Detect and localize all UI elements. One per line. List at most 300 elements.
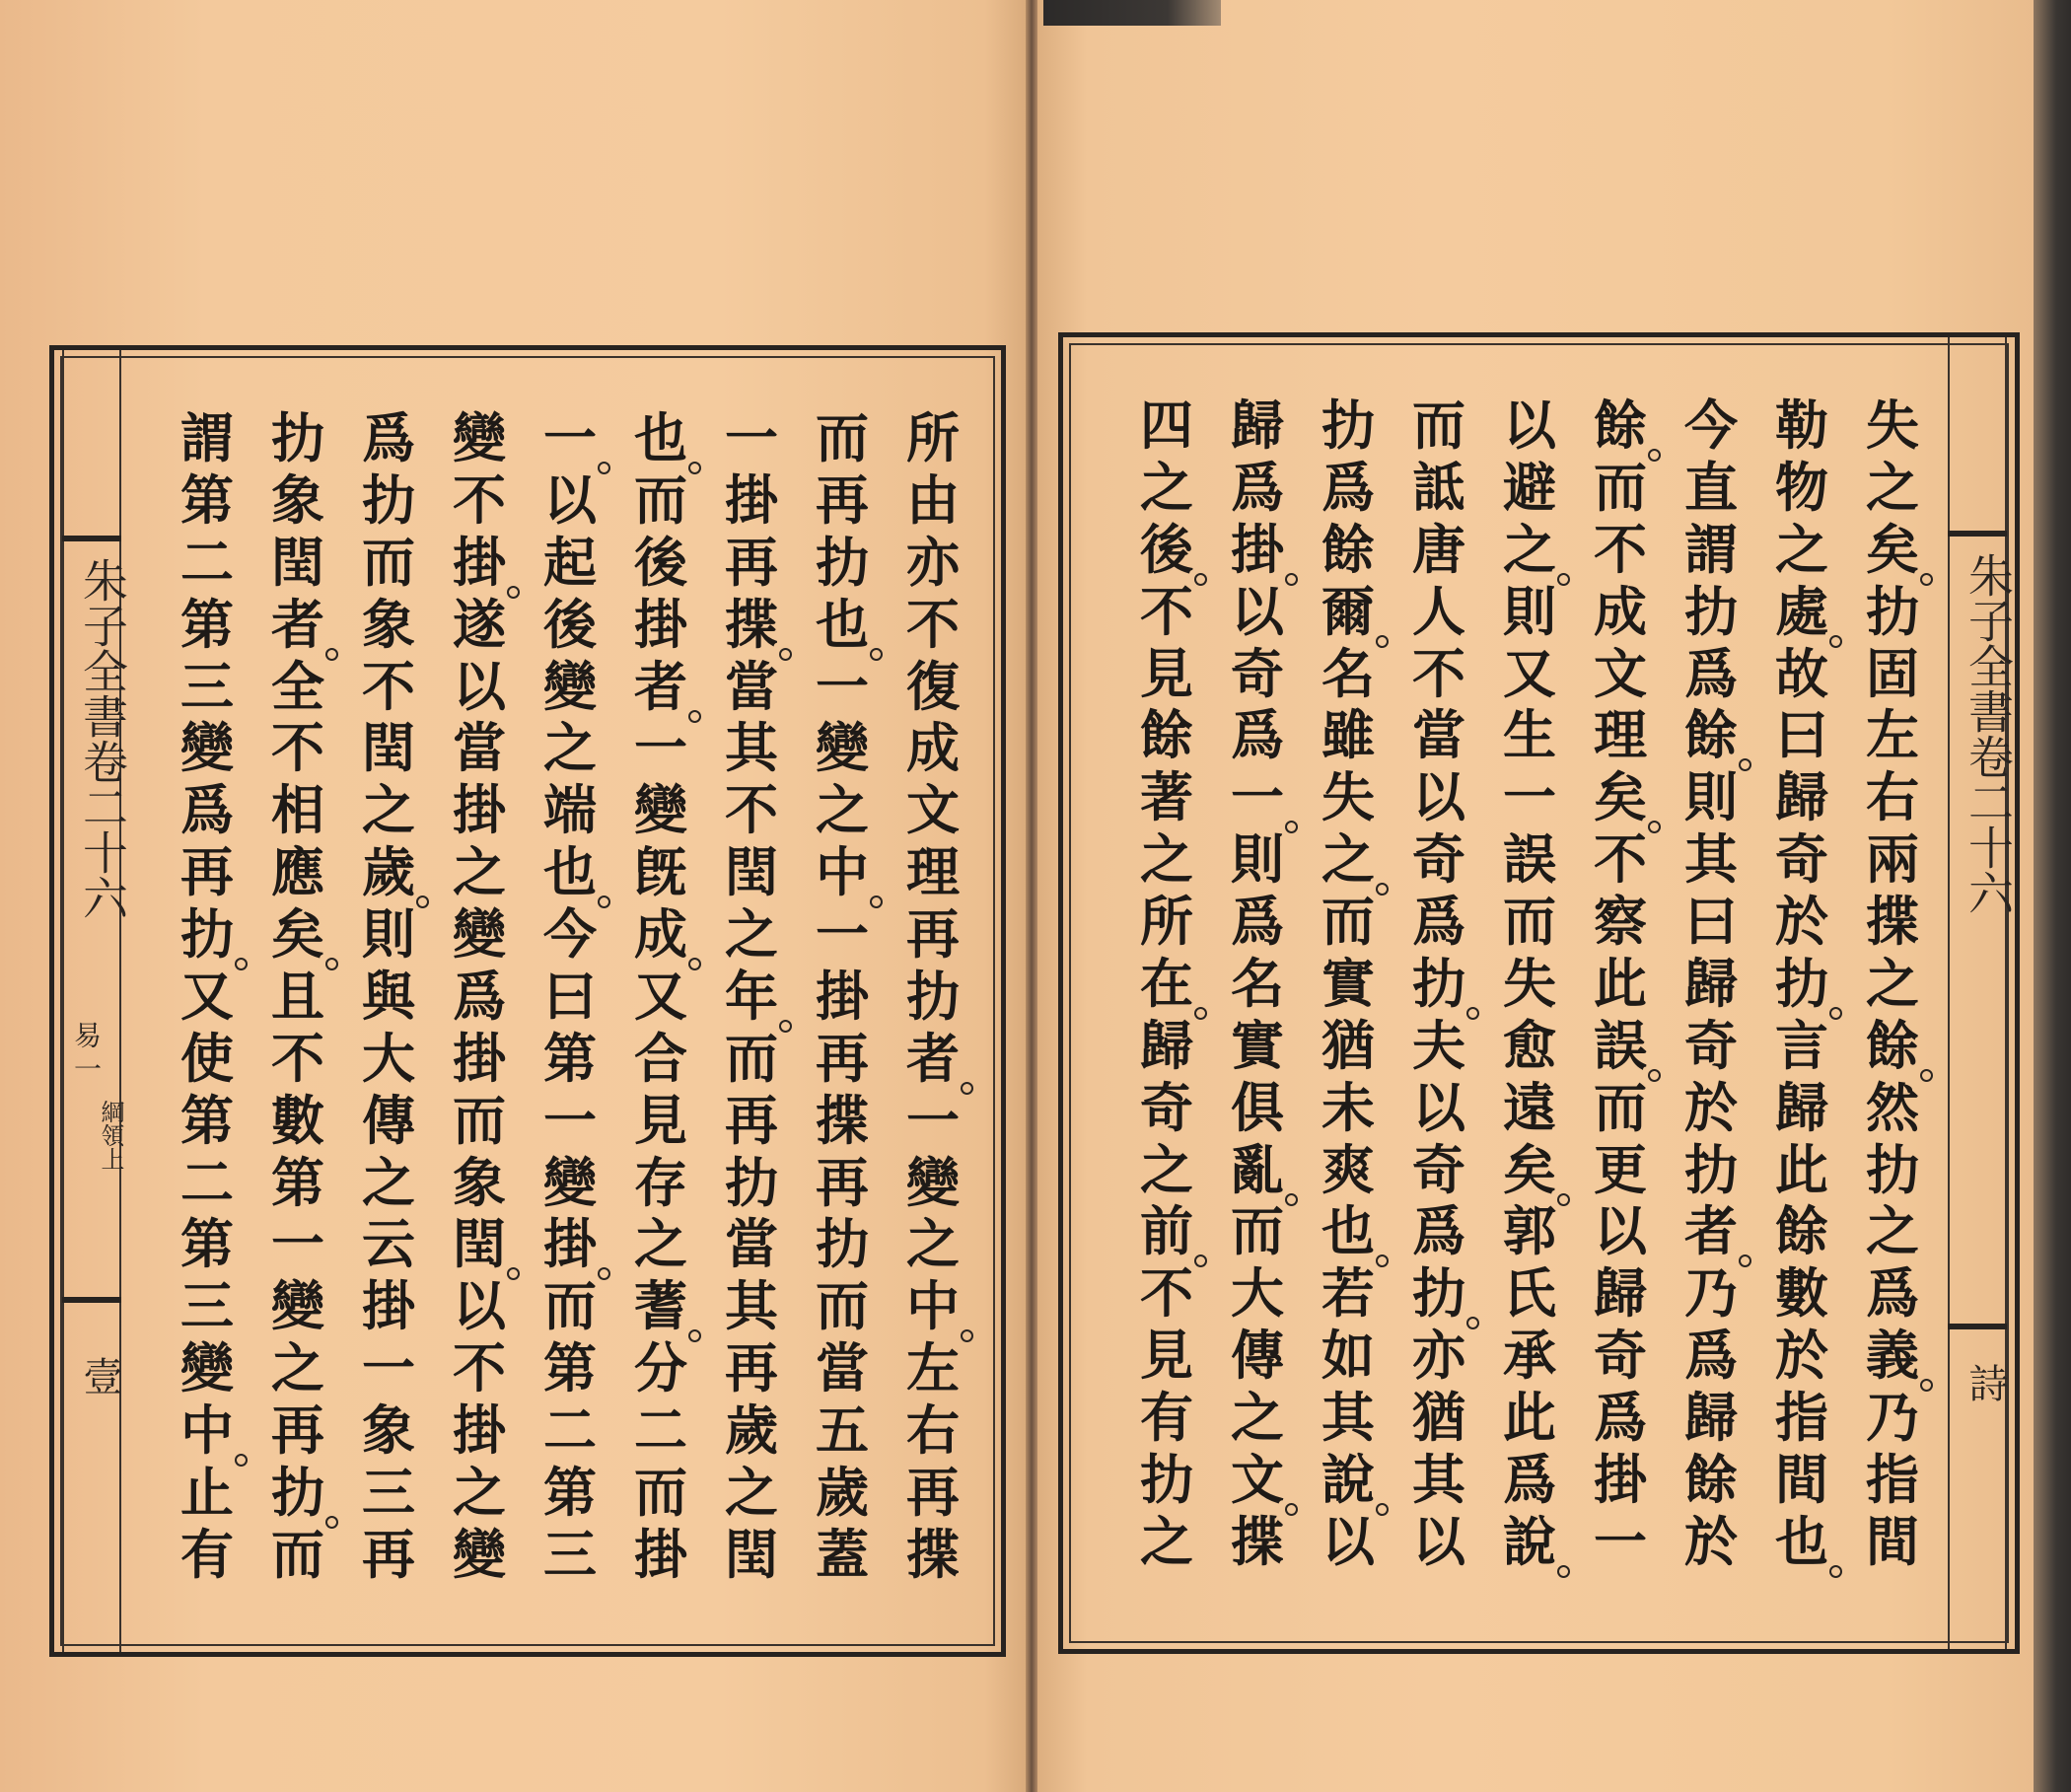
punctuation-circle xyxy=(688,462,701,474)
text-glyph: 又 xyxy=(180,964,234,1028)
text-glyph: 之 xyxy=(362,778,415,842)
text-glyph: 勒 xyxy=(1775,394,1828,457)
text-glyph: 俱 xyxy=(1231,1075,1284,1139)
text-glyph: 誤 xyxy=(1594,1019,1647,1076)
text-glyph: 扐 xyxy=(1412,1266,1465,1324)
text-glyph: 一 xyxy=(1503,765,1556,829)
text-glyph: 不 xyxy=(1140,1261,1193,1326)
left-margin-title: 朱子全書卷二十六 xyxy=(76,557,129,920)
text-glyph: 以 xyxy=(1503,394,1556,457)
left-margin-section: 易一 xyxy=(70,1021,103,1088)
fishtail-lower xyxy=(1948,1324,2007,1329)
text-glyph: 之 xyxy=(1775,517,1828,581)
text-glyph: 第 xyxy=(543,1336,597,1400)
text-glyph: 四 xyxy=(1140,394,1193,457)
text-glyph: 再 xyxy=(725,1336,778,1400)
text-glyph: 扐 xyxy=(1775,957,1828,1014)
punctuation-circle xyxy=(1829,1565,1842,1578)
text-glyph: 生 xyxy=(1503,703,1556,767)
text-glyph: 掛 xyxy=(634,592,687,656)
text-glyph: 中 xyxy=(180,1403,234,1461)
text-glyph: 後 xyxy=(634,530,687,594)
text-glyph: 二 xyxy=(543,1398,597,1462)
text-glyph: 乃 xyxy=(1866,1386,1919,1449)
book-gutter xyxy=(1026,0,1037,1792)
text-glyph: 說 xyxy=(1503,1515,1556,1572)
text-glyph: 又 xyxy=(1503,641,1556,705)
text-glyph: 則 xyxy=(1231,827,1284,892)
punctuation-circle xyxy=(688,958,701,970)
text-glyph: 歸 xyxy=(1231,394,1284,457)
text-glyph: 爲 xyxy=(1231,455,1284,519)
text-column xyxy=(1862,394,1923,1573)
text-column xyxy=(267,406,328,1586)
text-glyph: 於 xyxy=(1775,1324,1828,1388)
text-glyph: 一 xyxy=(1594,1509,1647,1573)
text-glyph: 奇 xyxy=(1412,1137,1465,1201)
text-glyph: 爲 xyxy=(1231,890,1284,953)
text-column xyxy=(1499,394,1560,1573)
punctuation-circle xyxy=(325,1516,338,1529)
text-glyph: 當 xyxy=(1412,703,1465,767)
text-column xyxy=(812,406,873,1586)
text-glyph: 之 xyxy=(1140,455,1193,519)
text-glyph: 乃 xyxy=(1684,1261,1738,1326)
text-glyph: 一 xyxy=(1231,770,1284,827)
text-glyph: 再 xyxy=(725,530,778,594)
text-glyph: 猶 xyxy=(1412,1386,1465,1449)
text-glyph: 奇 xyxy=(1775,827,1828,892)
text-glyph: 止 xyxy=(180,1460,234,1524)
text-glyph: 固 xyxy=(1866,641,1919,705)
text-glyph: 復 xyxy=(906,654,960,718)
left-text-frame xyxy=(49,345,1006,1657)
text-glyph: 之 xyxy=(1503,523,1556,580)
text-glyph: 當 xyxy=(725,654,778,718)
text-glyph: 理 xyxy=(1594,703,1647,767)
text-glyph: 見 xyxy=(1140,641,1193,705)
text-glyph: 也 xyxy=(543,845,597,902)
text-glyph: 又 xyxy=(634,964,687,1028)
text-glyph: 變 xyxy=(453,902,506,966)
text-glyph: 掛 xyxy=(634,1522,687,1586)
text-glyph: 再 xyxy=(271,1398,324,1462)
text-glyph: 見 xyxy=(634,1088,687,1152)
punctuation-circle xyxy=(1648,1069,1661,1082)
text-glyph: 後 xyxy=(543,592,597,656)
text-glyph: 之 xyxy=(816,778,869,842)
text-glyph: 今 xyxy=(1684,394,1738,457)
text-glyph: 之 xyxy=(725,902,778,966)
text-glyph: 閏 xyxy=(453,1217,506,1274)
text-glyph: 成 xyxy=(906,716,960,780)
text-glyph: 之 xyxy=(1866,951,1919,1015)
text-glyph: 間 xyxy=(1775,1447,1828,1511)
text-glyph: 第 xyxy=(543,1026,597,1090)
text-glyph: 餘 xyxy=(1321,517,1375,581)
text-glyph: 象 xyxy=(271,467,324,532)
text-glyph: 當 xyxy=(725,1212,778,1276)
text-glyph: 不 xyxy=(1140,579,1193,643)
text-glyph: 曰 xyxy=(1684,890,1738,953)
punctuation-circle xyxy=(1376,635,1389,648)
text-glyph: 人 xyxy=(1412,579,1465,643)
text-glyph: 歲 xyxy=(816,1460,869,1524)
text-glyph: 變 xyxy=(453,1522,506,1586)
punctuation-circle xyxy=(325,648,338,661)
text-glyph: 也 xyxy=(634,411,687,468)
text-glyph: 三 xyxy=(180,1274,234,1338)
text-glyph: 第 xyxy=(543,1460,597,1524)
text-glyph: 者 xyxy=(634,660,687,717)
text-glyph: 於 xyxy=(1775,890,1828,953)
text-glyph: 二 xyxy=(634,1398,687,1462)
punctuation-circle xyxy=(1285,1193,1298,1206)
text-glyph: 之 xyxy=(634,1212,687,1276)
punctuation-circle xyxy=(961,1082,973,1095)
text-glyph: 兩 xyxy=(1866,827,1919,892)
punctuation-circle xyxy=(1557,573,1570,586)
text-glyph: 數 xyxy=(271,1088,324,1152)
punctuation-circle xyxy=(779,648,792,661)
text-glyph: 其 xyxy=(725,1274,778,1338)
text-glyph: 歸 xyxy=(1684,1386,1738,1449)
text-glyph: 成 xyxy=(634,907,687,965)
text-glyph: 間 xyxy=(1866,1509,1919,1573)
text-glyph: 旣 xyxy=(634,840,687,904)
text-glyph: 矣 xyxy=(1594,770,1647,827)
text-glyph: 左 xyxy=(906,1336,960,1400)
text-glyph: 而 xyxy=(816,1274,869,1338)
text-glyph: 而 xyxy=(816,406,869,469)
text-glyph: 者 xyxy=(906,1032,960,1089)
text-glyph: 爽 xyxy=(1321,1137,1375,1201)
text-glyph: 扐 xyxy=(1866,579,1919,643)
text-glyph: 物 xyxy=(1775,455,1828,519)
text-glyph: 再 xyxy=(362,1522,415,1586)
text-glyph: 年 xyxy=(725,969,778,1027)
text-glyph: 中 xyxy=(816,845,869,902)
text-glyph: 之 xyxy=(453,1460,506,1524)
text-glyph: 失 xyxy=(1866,394,1919,457)
text-glyph: 掛 xyxy=(543,1217,597,1274)
text-glyph: 揲 xyxy=(725,598,778,655)
text-glyph: 而 xyxy=(1503,890,1556,953)
punctuation-circle xyxy=(1376,1503,1389,1516)
text-glyph: 揲 xyxy=(1866,890,1919,953)
text-glyph: 不 xyxy=(1594,827,1647,892)
text-glyph: 變 xyxy=(543,1150,597,1214)
text-glyph: 相 xyxy=(271,778,324,842)
punctuation-circle xyxy=(325,958,338,970)
text-glyph: 再 xyxy=(816,467,869,532)
text-glyph: 三 xyxy=(180,654,234,718)
text-glyph: 指 xyxy=(1866,1447,1919,1511)
text-glyph: 故 xyxy=(1775,641,1828,705)
text-glyph: 爲 xyxy=(1684,1324,1738,1388)
text-glyph: 變 xyxy=(180,1336,234,1400)
binding-clip xyxy=(1043,0,1221,26)
punctuation-circle xyxy=(1920,1069,1933,1082)
text-column xyxy=(449,406,510,1586)
text-glyph: 閏 xyxy=(725,1522,778,1586)
text-glyph: 以 xyxy=(1412,1075,1465,1139)
text-glyph: 失 xyxy=(1503,951,1556,1015)
text-column xyxy=(177,406,238,1586)
text-glyph: 承 xyxy=(1503,1324,1556,1388)
text-glyph: 右 xyxy=(906,1398,960,1462)
text-glyph: 直 xyxy=(1684,455,1738,519)
text-glyph: 歸 xyxy=(1140,1013,1193,1077)
text-glyph: 應 xyxy=(271,840,324,904)
text-glyph: 其 xyxy=(1321,1386,1375,1449)
text-glyph: 存 xyxy=(634,1150,687,1214)
text-glyph: 唐 xyxy=(1412,517,1465,581)
punctuation-circle xyxy=(1194,1007,1207,1020)
text-glyph: 以 xyxy=(1594,1199,1647,1263)
text-glyph: 右 xyxy=(1866,765,1919,829)
text-glyph: 第 xyxy=(271,1150,324,1214)
text-glyph: 爲 xyxy=(1412,890,1465,953)
text-glyph: 而 xyxy=(634,467,687,532)
text-glyph: 亂 xyxy=(1231,1143,1284,1200)
text-glyph: 有 xyxy=(1140,1386,1193,1449)
text-glyph: 歸 xyxy=(1594,1261,1647,1326)
text-glyph: 之 xyxy=(1866,1199,1919,1263)
text-glyph: 扐 xyxy=(816,530,869,594)
text-glyph: 第 xyxy=(180,1212,234,1276)
text-glyph: 若 xyxy=(1321,1261,1375,1326)
text-glyph: 於 xyxy=(1684,1075,1738,1139)
text-glyph: 奇 xyxy=(1140,1075,1193,1139)
text-glyph: 之 xyxy=(271,1336,324,1400)
text-glyph: 之 xyxy=(1321,832,1375,890)
text-glyph: 三 xyxy=(543,1522,597,1586)
text-glyph: 所 xyxy=(1140,890,1193,953)
punctuation-circle xyxy=(507,586,520,599)
text-glyph: 而 xyxy=(1594,1075,1647,1139)
text-glyph: 氏 xyxy=(1503,1261,1556,1326)
text-column xyxy=(1680,394,1742,1573)
text-glyph: 當 xyxy=(453,716,506,780)
text-glyph: 之 xyxy=(1140,1137,1193,1201)
text-glyph: 當 xyxy=(816,1336,869,1400)
text-glyph: 再 xyxy=(906,902,960,966)
text-glyph: 爲 xyxy=(1412,1199,1465,1263)
text-glyph: 奇 xyxy=(1412,827,1465,892)
text-glyph: 掛 xyxy=(816,964,869,1028)
text-glyph: 也 xyxy=(1321,1204,1375,1261)
text-glyph: 以 xyxy=(1231,579,1284,643)
text-glyph: 扐 xyxy=(1412,957,1465,1014)
text-glyph: 揲 xyxy=(906,1522,960,1586)
text-glyph: 不 xyxy=(453,1336,506,1400)
text-glyph: 掛 xyxy=(725,467,778,532)
text-glyph: 歲 xyxy=(362,845,415,902)
text-glyph: 變 xyxy=(543,654,597,718)
punctuation-circle xyxy=(1829,635,1842,648)
text-glyph: 此 xyxy=(1503,1386,1556,1449)
text-glyph: 餘 xyxy=(1775,1199,1828,1263)
text-glyph: 閏 xyxy=(725,840,778,904)
text-glyph: 歸 xyxy=(1775,1075,1828,1139)
text-glyph: 二 xyxy=(180,530,234,594)
text-glyph: 實 xyxy=(1231,1013,1284,1077)
text-glyph: 以 xyxy=(543,467,597,532)
text-glyph: 餘 xyxy=(1140,703,1193,767)
punctuation-circle xyxy=(235,1454,248,1467)
text-glyph: 不 xyxy=(453,467,506,532)
text-glyph: 愈 xyxy=(1503,1013,1556,1077)
right-margin-label: 詩 xyxy=(1963,1363,2008,1402)
text-glyph: 而 xyxy=(1231,1199,1284,1263)
text-glyph: 其 xyxy=(1412,1447,1465,1511)
text-glyph: 以 xyxy=(1321,1509,1375,1573)
text-glyph: 以 xyxy=(453,654,506,718)
text-glyph: 變 xyxy=(180,716,234,780)
text-glyph: 指 xyxy=(1775,1386,1828,1449)
text-glyph: 誤 xyxy=(1503,827,1556,892)
text-glyph: 著 xyxy=(1140,765,1193,829)
text-glyph: 文 xyxy=(906,778,960,842)
punctuation-circle xyxy=(1648,449,1661,462)
text-glyph: 所 xyxy=(906,406,960,469)
text-glyph: 揲 xyxy=(816,1088,869,1152)
text-glyph: 餘 xyxy=(1594,398,1647,456)
text-glyph: 扐 xyxy=(725,1150,778,1214)
text-glyph: 以 xyxy=(453,1274,506,1338)
text-glyph: 不 xyxy=(271,1026,324,1090)
text-glyph: 掛 xyxy=(453,536,506,593)
text-glyph: 再 xyxy=(816,1150,869,1214)
text-glyph: 猶 xyxy=(1321,1013,1375,1077)
text-column xyxy=(358,406,419,1586)
text-glyph: 則 xyxy=(1503,579,1556,643)
text-glyph: 不 xyxy=(906,592,960,656)
text-column xyxy=(1590,394,1651,1573)
left-margin-strip xyxy=(62,350,129,1652)
text-glyph: 爲 xyxy=(1594,1386,1647,1449)
text-glyph: 見 xyxy=(1140,1324,1193,1388)
text-glyph: 爲 xyxy=(1503,1447,1556,1511)
text-glyph: 扐 xyxy=(1321,394,1375,457)
text-glyph: 再 xyxy=(725,1088,778,1152)
text-glyph: 變 xyxy=(453,406,506,469)
text-glyph: 此 xyxy=(1775,1137,1828,1201)
text-glyph: 奇 xyxy=(1231,641,1284,705)
punctuation-circle xyxy=(870,648,883,661)
text-glyph: 一 xyxy=(816,902,869,966)
text-glyph: 扐 xyxy=(1684,579,1738,643)
text-glyph: 餘 xyxy=(1684,708,1738,765)
text-glyph: 如 xyxy=(1321,1324,1375,1388)
text-glyph: 其 xyxy=(1684,827,1738,892)
text-glyph: 之 xyxy=(725,1460,778,1524)
text-glyph: 再 xyxy=(816,1026,869,1090)
text-glyph: 第 xyxy=(180,1088,234,1152)
text-glyph: 爲 xyxy=(1866,1261,1919,1326)
text-glyph: 扐 xyxy=(1866,1137,1919,1201)
text-glyph: 而 xyxy=(543,1274,597,1338)
text-glyph: 掛 xyxy=(1594,1447,1647,1511)
text-glyph: 有 xyxy=(180,1522,234,1586)
punctuation-circle xyxy=(1285,573,1298,586)
text-glyph: 變 xyxy=(634,778,687,842)
text-glyph: 三 xyxy=(362,1460,415,1524)
text-glyph: 遂 xyxy=(453,592,506,656)
text-glyph: 餘 xyxy=(1684,1447,1738,1511)
text-glyph: 變 xyxy=(271,1274,324,1338)
text-column xyxy=(1227,394,1288,1573)
text-glyph: 以 xyxy=(1412,765,1465,829)
text-glyph: 扐 xyxy=(816,1212,869,1276)
text-glyph: 再 xyxy=(906,1460,960,1524)
text-glyph: 不 xyxy=(1594,517,1647,581)
fishtail-upper xyxy=(1948,531,2007,537)
text-glyph: 扐 xyxy=(362,467,415,532)
text-glyph: 則 xyxy=(362,902,415,966)
text-glyph: 者 xyxy=(271,598,324,655)
text-glyph: 不 xyxy=(1412,641,1465,705)
text-glyph: 一 xyxy=(634,716,687,780)
text-glyph: 之 xyxy=(1140,827,1193,892)
text-glyph: 更 xyxy=(1594,1137,1647,1201)
text-glyph: 歸 xyxy=(1684,951,1738,1015)
text-glyph: 成 xyxy=(1594,579,1647,643)
text-glyph: 而 xyxy=(453,1088,506,1152)
text-glyph: 一 xyxy=(906,1088,960,1152)
text-glyph: 不 xyxy=(362,654,415,718)
text-glyph: 一 xyxy=(362,1336,415,1400)
text-glyph: 傳 xyxy=(362,1088,415,1152)
right-margin-title: 朱子全書卷二十六 xyxy=(1962,552,2015,915)
text-glyph: 歸 xyxy=(1775,765,1828,829)
text-glyph: 數 xyxy=(1775,1261,1828,1326)
text-column xyxy=(1408,394,1469,1573)
text-glyph: 端 xyxy=(543,778,597,842)
text-glyph: 謂 xyxy=(1684,517,1738,581)
text-glyph: 於 xyxy=(1684,1509,1738,1573)
text-glyph: 中 xyxy=(906,1279,960,1336)
text-glyph: 蓋 xyxy=(816,1522,869,1586)
text-glyph: 揲 xyxy=(1231,1509,1284,1573)
book-edge xyxy=(2034,0,2071,1792)
text-glyph: 變 xyxy=(816,716,869,780)
text-glyph: 使 xyxy=(180,1026,234,1090)
text-glyph: 奇 xyxy=(1684,1013,1738,1077)
text-glyph: 察 xyxy=(1594,890,1647,953)
fishtail-upper xyxy=(62,536,121,541)
text-glyph: 雖 xyxy=(1321,703,1375,767)
text-glyph: 象 xyxy=(453,1150,506,1214)
text-glyph: 扐 xyxy=(271,406,324,469)
text-glyph: 閏 xyxy=(271,530,324,594)
text-glyph: 後 xyxy=(1140,523,1193,580)
left-page-number: 壹 xyxy=(77,1356,122,1396)
text-glyph: 曰 xyxy=(1775,703,1828,767)
text-glyph: 名 xyxy=(1231,951,1284,1015)
text-glyph: 實 xyxy=(1321,951,1375,1015)
text-glyph: 掛 xyxy=(1231,523,1284,580)
text-glyph: 與 xyxy=(362,964,415,1028)
text-glyph: 一 xyxy=(543,411,597,468)
right-margin-strip xyxy=(1948,337,2015,1649)
text-glyph: 爲 xyxy=(1684,641,1738,705)
text-glyph: 避 xyxy=(1503,455,1556,519)
text-glyph: 而 xyxy=(1594,455,1647,519)
text-column xyxy=(1318,394,1379,1573)
text-column xyxy=(539,406,601,1586)
